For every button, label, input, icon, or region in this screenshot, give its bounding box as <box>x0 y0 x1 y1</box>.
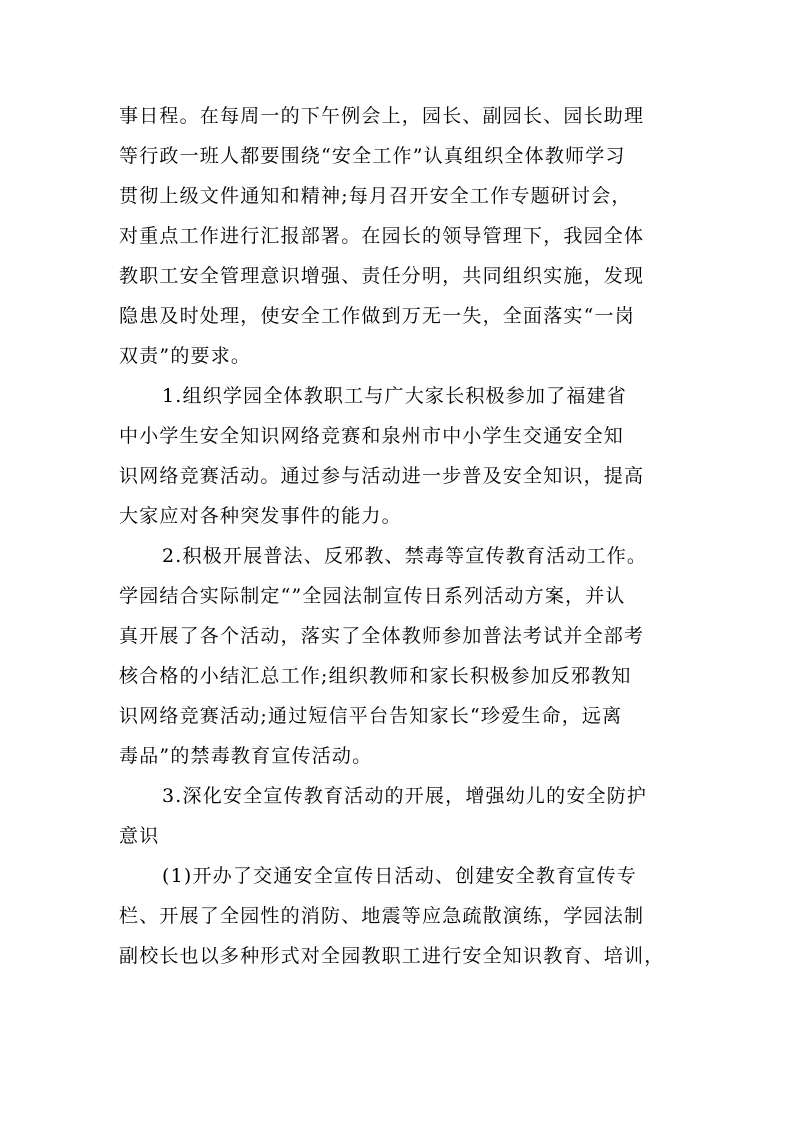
text-line-18: 3.深化安全宣传教育活动的开展，增强幼儿的安全防护 <box>162 785 648 807</box>
text-line-5: 教职工安全管理意识增强、责任分明，共同组织实施，发现 <box>119 265 645 287</box>
text-line-19: 意识 <box>119 825 160 847</box>
text-line-20: (1)开办了交通安全宣传日活动、创建安全教育宣传专 <box>162 865 637 887</box>
text-line-22: 副校长也以多种形式对全园教职工进行安全知识教育、培训， <box>119 945 665 967</box>
text-line-9: 中小学生安全知识网络竞赛和泉州市中小学生交通安全知 <box>119 425 625 447</box>
text-line-14: 真开展了各个活动，落实了全体教师参加普法考试并全部考 <box>119 625 645 647</box>
text-line-15: 核合格的小结汇总工作;组织教师和家长积极参加反邪教知 <box>119 665 632 687</box>
text-line-4: 对重点工作进行汇报部署。在园长的领导管理下，我园全体 <box>119 225 645 247</box>
text-line-13: 学园结合实际制定“”全园法制宣传日系列活动方案，并认 <box>119 585 626 607</box>
text-line-10: 识网络竞赛活动。通过参与活动进一步普及安全知识，提高 <box>119 465 645 487</box>
text-line-17: 毒品”的禁毒教育宣传活动。 <box>119 745 373 767</box>
text-line-21: 栏、开展了全园性的消防、地震等应急疏散演练，学园法制 <box>119 905 645 927</box>
text-line-8: 1.组织学园全体教职工与广大家长积极参加了福建省 <box>162 385 627 407</box>
text-line-1: 事日程。在每周一的下午例会上，园长、副园长、园长助理 <box>119 105 645 127</box>
text-line-11: 大家应对各种突发事件的能力。 <box>119 505 402 527</box>
text-line-2: 等行政一班人都要围绕“安全工作”认真组织全体教师学习 <box>119 145 626 167</box>
text-line-7: 双责”的要求。 <box>119 345 252 367</box>
text-line-3: 贯彻上级文件通知和精神;每月召开安全工作专题研讨会， <box>119 185 632 207</box>
text-line-16: 识网络竞赛活动;通过短信平台告知家长“珍爱生命，远离 <box>119 705 623 727</box>
text-line-6: 隐患及时处理，使安全工作做到万无一失，全面落实“一岗 <box>119 305 635 327</box>
text-line-12: 2.积极开展普法、反邪教、禁毒等宣传教育活动工作。 <box>162 545 648 567</box>
